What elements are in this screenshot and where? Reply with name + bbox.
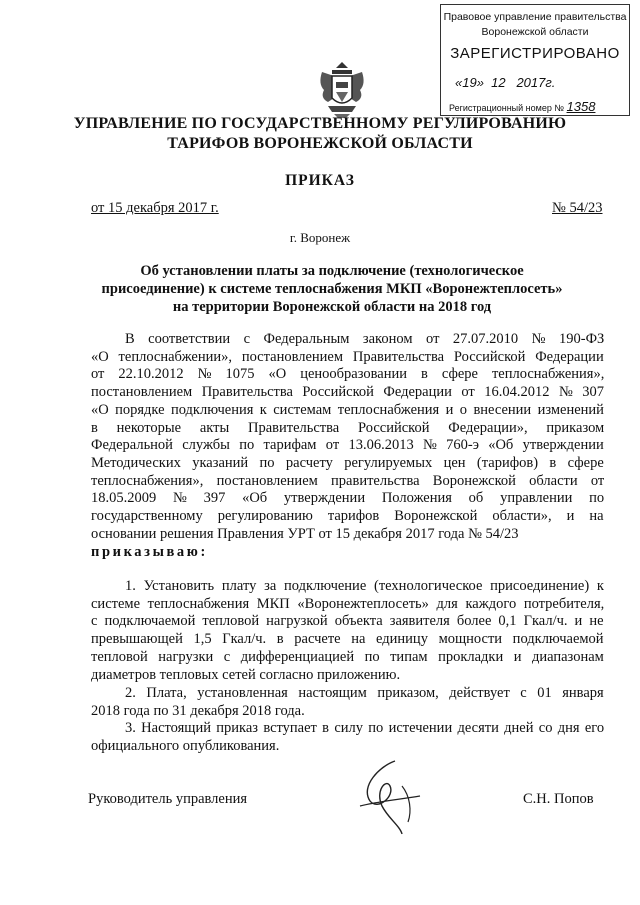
subject-line3: на территории Воронежской области на 2018 год	[172, 299, 492, 315]
document-type: ПРИКАЗ	[285, 172, 355, 189]
stamp-registration	[449, 99, 595, 114]
preamble-line: Методических указаний по расчету регулируемых цен (тарифов) в сфере	[91, 454, 604, 471]
preamble-line: В соответствии с Федеральным законом от 27.07.2010 № 190-ФЗ	[125, 331, 605, 347]
preamble-line: 18.05.2009 № 397 «Об утверждении Положения об управлении по	[91, 490, 605, 507]
point-1-line: 1. Установить плату за подключение (технологическое присоединение) к	[125, 578, 604, 594]
header-line1: УПРАВЛЕНИЕ ПО ГОСУДАРСТВЕННОМУ РЕГУЛИРОВАНИЮ	[73, 115, 567, 132]
preamble-line: постановлением Правительства Российской Федерации от 16.04.2012 № 307	[91, 384, 605, 401]
point-1-line: с подключаемой тепловой нагрузкой объекта заявителя более 0,1 Гкал/ч. и не	[91, 613, 604, 630]
subject-line2: присоединение) к системе теплоснабжения МКП «Воронежтеплосеть»	[101, 281, 563, 297]
point-3-line: 3. Настоящий приказ вступает в силу по истечении десяти дней со дня его	[125, 720, 605, 736]
stamp-authority-line2: Воронежской области	[481, 26, 589, 38]
preamble-line: основании решения Правления УРТ от 15 декабря 2017 года № 54/23	[91, 525, 519, 542]
stamp-title: ЗАРЕГИСТРИРОВАНО	[450, 45, 620, 62]
point-1-line: тепловой нагрузки с дифференциацией по типам прокладки и диапазонам	[91, 648, 604, 665]
order-city: г. Воронеж	[289, 230, 351, 245]
registration-stamp	[440, 4, 630, 116]
point-1-line: превышающей 1,5 Гкал/ч. в расчете на единицу мощности подключаемой	[91, 631, 604, 648]
point-2-line: 2. Плата, установленная настоящим приказом, действует с 01 января	[125, 685, 604, 701]
preamble-line: Федеральной службы по тарифам от 13.06.2013 № 760-э «Об утверждении	[91, 437, 604, 454]
handwritten-signature-icon	[340, 756, 440, 836]
point-2	[91, 685, 604, 720]
preamble-line: от 22.10.2012 № 1075 «О ценообразовании в сфере теплоснабжения»,	[91, 366, 605, 383]
stamp-reg-number: 1358	[566, 99, 596, 114]
prikazyvayu-label: приказываю:	[91, 544, 208, 560]
point-3-line: официального опубликования.	[91, 737, 280, 754]
preamble	[91, 331, 604, 543]
order-number: № 54/23	[552, 200, 603, 216]
point-1-line: системе теплоснабжения МКП «Воронежтеплосеть» для каждого потребителя,	[91, 595, 605, 612]
stamp-date: «19» 12 2017г.	[455, 75, 556, 90]
order-date: от 15 декабря 2017 г.	[91, 200, 219, 216]
point-2-line: 2018 года по 31 декабря 2018 года.	[91, 702, 305, 719]
point-1	[91, 578, 604, 684]
preamble-line: «О теплоснабжении», постановлением Правительства Российской Федерации	[91, 348, 604, 365]
point-1-line: диаметров тепловых сетей согласно приложению.	[91, 666, 401, 683]
header-line2: ТАРИФОВ ВОРОНЕЖСКОЙ ОБЛАСТИ	[167, 135, 473, 152]
stamp-reg-label: Регистрационный номер №	[449, 103, 565, 113]
preamble-line: в некоторые акты Правительства Российской Федерации», приказом	[91, 419, 605, 436]
signatory-name: С.Н. Попов	[523, 791, 594, 807]
preamble-line: «О порядке подключения к системам теплоснабжения и о внесении изменений	[91, 401, 604, 418]
preamble-line: государственному регулированию тарифов Воронежской области», и на	[91, 508, 604, 525]
signatory-position: Руководитель управления	[88, 791, 248, 807]
stamp-authority-line1: Правовое управление правительства	[443, 11, 627, 23]
point-3	[91, 720, 604, 755]
preamble-line: теплоснабжения», постановлением правительства Воронежской области от	[91, 472, 605, 489]
subject-line1: Об установлении платы за подключение (технологическое	[140, 263, 524, 279]
coat-of-arms-icon	[314, 58, 370, 122]
